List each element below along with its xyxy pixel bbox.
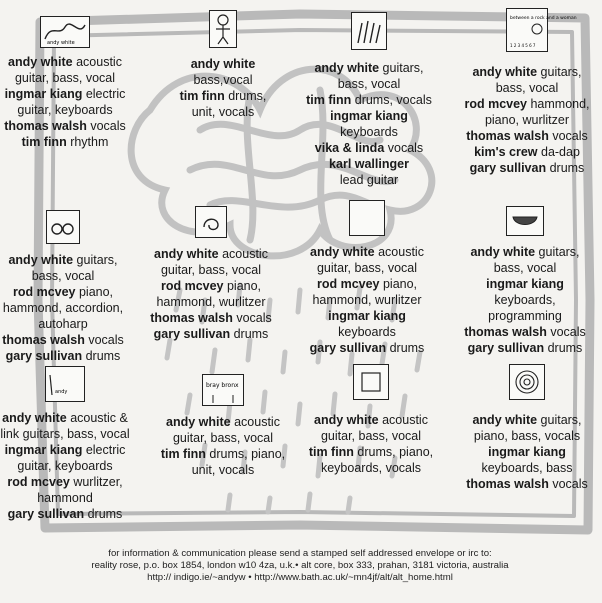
credit-line bbox=[294, 108, 444, 124]
credit-cell-8 bbox=[450, 206, 600, 356]
credit-lines bbox=[0, 252, 138, 364]
instrument-text: guitar, keyboards bbox=[17, 459, 113, 473]
credit-line bbox=[450, 308, 600, 324]
credit-line bbox=[452, 428, 602, 444]
instrument-text: acoustic & bbox=[66, 411, 128, 425]
credit-line bbox=[0, 458, 140, 474]
instrument-text: keyboards, bass bbox=[481, 461, 573, 475]
instrument-text: vocals bbox=[232, 311, 272, 325]
instrument-text: autoharp bbox=[38, 317, 88, 331]
credit-line bbox=[296, 412, 446, 428]
musician-name: rod mcvey bbox=[464, 97, 527, 111]
credit-line bbox=[148, 414, 298, 430]
track-11-thumbnail bbox=[353, 364, 389, 400]
musician-name: andy white bbox=[314, 413, 379, 427]
credit-line bbox=[450, 276, 600, 292]
credit-line bbox=[0, 134, 140, 150]
musician-name: gary sullivan bbox=[467, 341, 545, 355]
instrument-text: hammond, bbox=[527, 97, 590, 111]
text-sketch-icon bbox=[507, 9, 577, 51]
instrument-text: drums bbox=[546, 161, 585, 175]
credit-line bbox=[0, 252, 138, 268]
musician-name: thomas walsh bbox=[2, 333, 85, 347]
thumb-label: bray bronx bbox=[206, 382, 239, 389]
instrument-text: programming bbox=[488, 309, 562, 323]
credit-cell-11 bbox=[296, 364, 446, 476]
instrument-text: drums, piano, bbox=[205, 447, 286, 461]
musician-name: gary sullivan bbox=[7, 507, 85, 521]
instrument-text: acoustic bbox=[218, 247, 268, 261]
credit-cell-12 bbox=[452, 364, 602, 492]
credit-line bbox=[0, 442, 140, 458]
musician-name: rod mcvey bbox=[160, 279, 224, 293]
musician-name: kim's crew bbox=[474, 145, 538, 159]
musician-name: gary sullivan bbox=[469, 161, 547, 175]
credit-line bbox=[136, 326, 286, 342]
instrument-text: drums, bbox=[224, 89, 267, 103]
instrument-text: bass, vocal bbox=[495, 81, 559, 95]
musician-name: andy white bbox=[8, 55, 73, 69]
scribble-icon bbox=[41, 17, 89, 47]
credit-line bbox=[292, 340, 442, 356]
instrument-text: drums bbox=[544, 341, 583, 355]
footer-line-1: for information & communication please send a stamped self addressed envelope or irc to: bbox=[108, 548, 492, 559]
musician-name: andy white bbox=[8, 253, 74, 267]
instrument-text: acoustic bbox=[72, 55, 122, 69]
instrument-text: piano, wurlitzer bbox=[484, 113, 570, 127]
swirl-icon bbox=[196, 207, 226, 237]
musician-name: thomas walsh bbox=[150, 311, 233, 325]
instrument-text: drums bbox=[84, 507, 123, 521]
credit-line bbox=[148, 104, 298, 120]
thumb-label: 1 2 3 4 5 6 7 bbox=[510, 43, 536, 48]
credit-cell-6 bbox=[136, 206, 286, 342]
credit-lines bbox=[136, 246, 286, 342]
credit-line bbox=[148, 56, 298, 72]
instrument-text: unit, vocals bbox=[191, 463, 255, 477]
credit-line bbox=[148, 462, 298, 478]
musician-name: gary sullivan bbox=[309, 341, 387, 355]
musician-name: andy white bbox=[2, 411, 67, 425]
thumb-label: between a rock and a woman bbox=[510, 16, 577, 21]
credit-line bbox=[0, 70, 140, 86]
credit-line bbox=[0, 348, 138, 364]
credit-line bbox=[452, 144, 602, 160]
credit-lines bbox=[0, 54, 140, 150]
musician-name: vika & linda bbox=[314, 141, 385, 155]
track-6-thumbnail bbox=[195, 206, 227, 238]
musician-name: tim finn bbox=[179, 89, 225, 103]
musician-name: rod mcvey bbox=[7, 475, 70, 489]
musician-name: ingmar kiang bbox=[328, 309, 406, 323]
track-3-thumbnail bbox=[351, 12, 387, 50]
instrument-text: hammond bbox=[37, 491, 93, 505]
track-5-thumbnail bbox=[46, 210, 80, 244]
instrument-text: drums bbox=[230, 327, 269, 341]
credit-line bbox=[452, 80, 602, 96]
credit-line bbox=[452, 460, 602, 476]
credit-line bbox=[452, 128, 602, 144]
credit-line bbox=[0, 102, 140, 118]
credit-line bbox=[296, 428, 446, 444]
thumb-label: andy bbox=[55, 389, 68, 395]
instrument-text: acoustic bbox=[378, 413, 428, 427]
credit-line bbox=[450, 340, 600, 356]
instrument-text: drums, piano, bbox=[353, 445, 434, 459]
credit-line bbox=[148, 72, 298, 88]
instrument-text: guitar, bass, vocal bbox=[172, 431, 274, 445]
credit-line bbox=[292, 292, 442, 308]
instrument-text: guitar, bass, vocal bbox=[14, 71, 116, 85]
musician-name: andy white bbox=[470, 245, 536, 259]
musician-name: ingmar kiang bbox=[4, 443, 83, 457]
credit-line bbox=[294, 92, 444, 108]
credit-line bbox=[294, 124, 444, 140]
instrument-text: acoustic bbox=[230, 415, 280, 429]
credit-lines bbox=[450, 244, 600, 356]
musician-name: gary sullivan bbox=[5, 349, 83, 363]
spiral-icon bbox=[510, 365, 544, 399]
credit-line bbox=[450, 244, 600, 260]
credit-line bbox=[294, 172, 444, 188]
instrument-text: drums bbox=[386, 341, 425, 355]
credit-lines bbox=[452, 412, 602, 492]
credit-line bbox=[136, 262, 286, 278]
credit-lines bbox=[296, 412, 446, 476]
credit-line bbox=[292, 324, 442, 340]
credit-line bbox=[136, 246, 286, 262]
credit-lines bbox=[292, 244, 442, 356]
track-4-thumbnail bbox=[506, 8, 577, 52]
credit-line bbox=[294, 76, 444, 92]
credit-line bbox=[0, 332, 138, 348]
credit-line bbox=[452, 96, 602, 112]
credit-cell-3 bbox=[294, 12, 444, 188]
window-icon bbox=[354, 365, 388, 399]
track-8-thumbnail bbox=[506, 206, 544, 236]
credit-line bbox=[452, 476, 602, 492]
credit-cell-9 bbox=[0, 366, 140, 522]
handwriting-icon bbox=[46, 367, 84, 401]
credit-line bbox=[0, 316, 138, 332]
credit-line bbox=[0, 86, 140, 102]
track-10-thumbnail bbox=[202, 374, 244, 406]
track-2-thumbnail bbox=[209, 10, 237, 48]
credit-line bbox=[294, 156, 444, 172]
instrument-text: guitars, bbox=[379, 61, 424, 75]
credit-line bbox=[452, 412, 602, 428]
track-9-thumbnail bbox=[45, 366, 85, 402]
track-1-thumbnail bbox=[40, 16, 90, 48]
credit-cell-1 bbox=[0, 16, 140, 150]
credit-line bbox=[136, 278, 286, 294]
credit-line bbox=[294, 60, 444, 76]
musician-name: tim finn bbox=[308, 445, 354, 459]
musician-name: ingmar kiang bbox=[4, 87, 83, 101]
instrument-text: bass, vocal bbox=[493, 261, 557, 275]
instrument-text: guitars, bbox=[537, 65, 582, 79]
instrument-text: drums, vocals bbox=[351, 93, 432, 107]
credit-lines bbox=[148, 56, 298, 120]
musician-name: karl wallinger bbox=[329, 157, 409, 171]
musician-name: andy white bbox=[190, 57, 256, 71]
footer-line-3[interactable]: http:// indigo.ie/~andyw • http://www.bath.ac.uk/~mn4jf/alt/alt_home.html bbox=[147, 572, 453, 583]
credit-cell-10 bbox=[148, 374, 298, 478]
credit-lines bbox=[294, 60, 444, 188]
instrument-text: vocals bbox=[546, 325, 586, 339]
credit-line bbox=[452, 64, 602, 80]
instrument-text: link guitars, bass, vocal bbox=[0, 427, 130, 441]
credit-lines bbox=[452, 64, 602, 176]
instrument-text: hammond, wurlitzer bbox=[156, 295, 266, 309]
instrument-text: wurlitzer, bbox=[69, 475, 123, 489]
hatch-icon bbox=[352, 13, 386, 49]
credit-line bbox=[0, 300, 138, 316]
credit-line bbox=[136, 294, 286, 310]
credit-cell-5 bbox=[0, 210, 138, 364]
instrument-text: drums bbox=[82, 349, 121, 363]
instrument-text: guitars, bbox=[537, 413, 582, 427]
musician-name: rod mcvey bbox=[316, 277, 380, 291]
figure-icon bbox=[210, 11, 236, 47]
instrument-text: keyboards, bbox=[494, 293, 556, 307]
instrument-text: vocals bbox=[86, 119, 126, 133]
musician-name: thomas walsh bbox=[466, 129, 549, 143]
credit-line bbox=[452, 112, 602, 128]
credit-line bbox=[294, 140, 444, 156]
credit-line bbox=[148, 446, 298, 462]
contact-footer bbox=[0, 548, 600, 584]
track-7-thumbnail bbox=[349, 200, 385, 236]
bowl-icon bbox=[507, 207, 543, 235]
credit-line bbox=[296, 444, 446, 460]
credit-cell-2 bbox=[148, 10, 298, 120]
musician-name: ingmar kiang bbox=[330, 109, 408, 123]
musician-name: rod mcvey bbox=[12, 285, 76, 299]
credit-line bbox=[452, 160, 602, 176]
instrument-text: electric bbox=[82, 443, 126, 457]
musician-name: thomas walsh bbox=[466, 477, 549, 491]
credit-line bbox=[292, 276, 442, 292]
instrument-text: guitar, bass, vocal bbox=[316, 261, 418, 275]
instrument-text: guitar, bass, vocal bbox=[320, 429, 422, 443]
blank-frame-icon bbox=[350, 201, 384, 235]
musician-name: ingmar kiang bbox=[486, 277, 564, 291]
musician-name: tim finn bbox=[160, 447, 206, 461]
credit-line bbox=[0, 54, 140, 70]
credit-line bbox=[0, 506, 140, 522]
musician-name: tim finn bbox=[306, 93, 352, 107]
credit-line bbox=[0, 410, 140, 426]
credit-line bbox=[292, 260, 442, 276]
instrument-text: bass, vocal bbox=[337, 77, 401, 91]
credit-cell-4 bbox=[452, 8, 602, 176]
credit-line bbox=[0, 474, 140, 490]
instrument-text: hammond, wurlitzer bbox=[312, 293, 422, 307]
credit-line bbox=[0, 268, 138, 284]
instrument-text: rhythm bbox=[66, 135, 109, 149]
musician-name: andy white bbox=[472, 413, 538, 427]
footer-line-2: reality rose, p.o. box 1854, london w10 4za, u.k.• alt core, box 333, prahan, 3181 victoria, australia bbox=[91, 560, 509, 571]
instrument-text: keyboards bbox=[340, 125, 398, 139]
credit-line bbox=[0, 426, 140, 442]
instrument-text: piano, bbox=[379, 277, 418, 291]
credit-line bbox=[450, 324, 600, 340]
track-12-thumbnail bbox=[509, 364, 545, 400]
instrument-text: electric bbox=[82, 87, 126, 101]
instrument-text: keyboards, vocals bbox=[320, 461, 422, 475]
instrument-text: vocals bbox=[84, 333, 124, 347]
musician-name: gary sullivan bbox=[153, 327, 231, 341]
credit-line bbox=[136, 310, 286, 326]
instrument-text: da-dap bbox=[537, 145, 580, 159]
instrument-text: guitar, keyboards bbox=[17, 103, 113, 117]
instrument-text: piano, bass, vocals bbox=[473, 429, 581, 443]
sign-icon bbox=[203, 375, 243, 405]
instrument-text: vocals bbox=[384, 141, 424, 155]
instrument-text: guitar, bass, vocal bbox=[160, 263, 262, 277]
credit-line bbox=[292, 244, 442, 260]
instrument-text: keyboards bbox=[338, 325, 396, 339]
credit-line bbox=[450, 260, 600, 276]
instrument-text: unit, vocals bbox=[191, 105, 255, 119]
instrument-text: guitars, bbox=[73, 253, 118, 267]
musician-name: ingmar kiang bbox=[488, 445, 566, 459]
instrument-text: piano, bbox=[75, 285, 114, 299]
credit-line bbox=[148, 88, 298, 104]
instrument-text: vocals bbox=[548, 129, 588, 143]
credit-line bbox=[292, 308, 442, 324]
credit-line bbox=[148, 430, 298, 446]
instrument-text: guitars, bbox=[535, 245, 580, 259]
musician-name: andy white bbox=[166, 415, 231, 429]
credit-line bbox=[0, 490, 140, 506]
credit-line bbox=[452, 444, 602, 460]
musician-name: andy white bbox=[154, 247, 219, 261]
musician-name: andy white bbox=[310, 245, 375, 259]
instrument-text: lead guitar bbox=[339, 173, 399, 187]
credit-cell-7 bbox=[292, 200, 442, 356]
musician-name: thomas walsh bbox=[464, 325, 547, 339]
credit-line bbox=[296, 460, 446, 476]
instrument-text: acoustic bbox=[374, 245, 424, 259]
credit-lines bbox=[0, 410, 140, 522]
instrument-text: piano, bbox=[223, 279, 262, 293]
credit-line bbox=[0, 284, 138, 300]
instrument-text: bass, vocal bbox=[31, 269, 95, 283]
credit-line bbox=[0, 118, 140, 134]
instrument-text: vocals bbox=[548, 477, 588, 491]
credit-line bbox=[450, 292, 600, 308]
circles-icon bbox=[47, 211, 79, 243]
musician-name: thomas walsh bbox=[4, 119, 87, 133]
thumb-label: andy white bbox=[47, 40, 75, 46]
instrument-text: hammond, accordion, bbox=[2, 301, 124, 315]
credit-lines bbox=[148, 414, 298, 478]
musician-name: tim finn bbox=[21, 135, 67, 149]
musician-name: andy white bbox=[472, 65, 538, 79]
instrument-text: bass,vocal bbox=[193, 73, 253, 87]
musician-name: andy white bbox=[314, 61, 380, 75]
